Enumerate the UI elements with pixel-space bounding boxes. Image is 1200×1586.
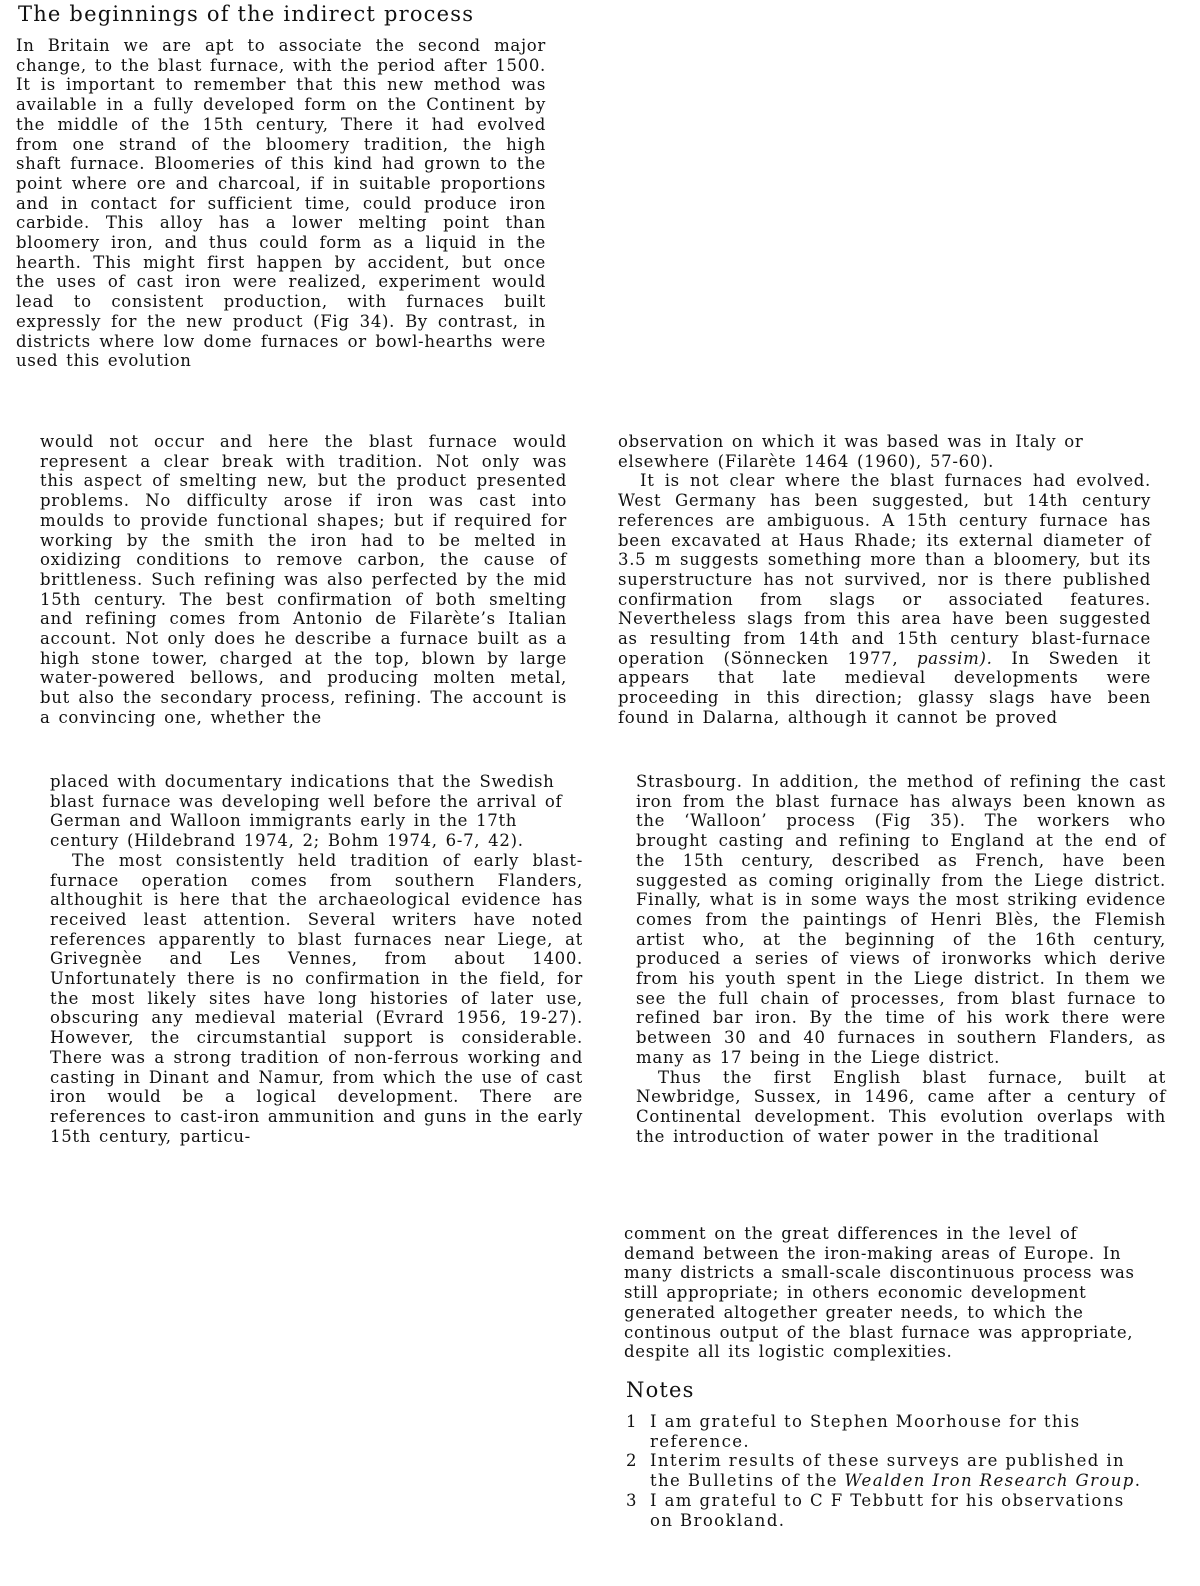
- note-text: I am grateful to C F Tebbutt for his observations on Brookland.: [650, 1490, 1125, 1530]
- note-number: 3: [626, 1490, 638, 1510]
- text-block-intro: [16, 36, 546, 371]
- paragraph-text: In Sweden it appears that late medieval developments were proceeding in this direction; glassy slags have been found in Dalarna, although it cannot be proved: [618, 648, 1151, 727]
- paragraph: The most consistently held tradition of early blast-furnace operation comes from southern Flanders, althoughit is here that the archaeological evidence has received least attention. Several writers have noted references apparently to blast furnaces near Liege, at Grivegnèe and Les Vennes, from about 1400. Unfortunately there is no confirmation in the field, for the most likely sites have long histories of later use, obscuring any medieval material (Evrard 1956, 19-27). However, the circumstantial support is considerable. There was a strong tradition of non-ferrous working and casting in Dinant and Namur, from which the use of cast iron would be a logical development. There are references to cast-iron ammunition and guns in the early 15th century, particu-: [50, 850, 583, 1146]
- italic-citation: passim).: [917, 648, 993, 668]
- notes-list: [626, 1412, 1152, 1530]
- paragraph-text: It is not clear where the blast furnaces had evolved. West Germany has been suggested, but 14th century references are ambiguous. A 15th century furnace has been excavated at Haus Rhade; its external diameter of 3.5 m suggests something more than a bloomery, but its superstructure has not survived, nor is there published confirmation from slags or associated features. Nevertheless slags from this area have been suggested as resulting from 14th and 15th century blast-furnace operation (Sönnecken 1977,: [618, 471, 1151, 668]
- note-text: .: [1134, 1471, 1142, 1491]
- text-block-right-2: [618, 432, 1151, 728]
- paragraph: observation on which it was based was in Italy or elsewhere (Filarète 1464 (1960), 57-60).: [618, 432, 1084, 471]
- note-text: I am grateful to Stephen Moorhouse for this reference.: [650, 1412, 1081, 1451]
- section-title: The beginnings of the indirect process: [18, 2, 475, 26]
- note-text: Interim results of these surveys are published in the Bulletins of the: [650, 1451, 1126, 1491]
- paragraph: Thus the first English blast furnace, built at Newbridge, Sussex, in 1496, came after a century of Continental development. This evolution overlaps with the introduction of water power in the traditional: [636, 1067, 1166, 1146]
- paragraph: would not occur and here the blast furnace would represent a clear break with tradition. Not only was this aspect of smelting new, but the product presented problems. No difficulty arose if iron was cast into moulds to provide functional shapes; but if required for working by the smith the iron had to be melted in oxidizing conditions to remove carbon, the cause of brittleness. Such refining was also perfected by the mid 15th century. The best confirmation of both smelting and refining comes from Antonio de Filarète’s Italian account. Not only does he describe a furnace built as a high stone tower, charged at the top, blown by large water-powered bellows, and producing molten metal, but also the secondary process, refining. The account is a convincing one, whether the: [40, 432, 567, 727]
- note-italic-title: Wealden Iron Research Group: [844, 1471, 1135, 1491]
- note-number: 1: [626, 1412, 638, 1431]
- paragraph: comment on the great differences in the level of demand between the iron-making areas of Europe. In many districts a small-scale discontinuous process was still appropriate; in others economic development generated altogether greater needs, to which the continous output of the blast furnace was appropriate, despite all its logistic complexities.: [624, 1224, 1135, 1362]
- text-block-left-2: [40, 432, 567, 728]
- text-block-left-3: [50, 772, 583, 1146]
- note-item: [626, 1491, 1152, 1530]
- note-number: 2: [626, 1451, 638, 1471]
- note-item: [626, 1412, 1152, 1451]
- notes-heading: Notes: [626, 1378, 695, 1402]
- paragraph: Strasbourg. In addition, the method of refining the cast iron from the blast furnace has always been known as the ‘Walloon’ process (Fig 35). The workers who brought casting and refining to England at the end of the 15th century, described as French, have been suggested as coming originally from the Liege district. Finally, what is in some ways the most striking evidence comes from the paintings of Henri Blès, the Flemish artist who, at the beginning of the 16th century, produced a series of views of ironworks which derive from his youth spent in the Liege district. In them we see the full chain of processes, from blast furnace to refined bar iron. By the time of his work there were between 30 and 40 furnaces in southern Flanders, as many as 17 being in the Liege district.: [636, 772, 1166, 1067]
- text-block-right-3: [636, 772, 1166, 1146]
- paragraph: placed with documentary indications that the Swedish blast furnace was developing well before the arrival of German and Walloon immigrants early in the 17th century (Hildebrand 1974, 2; Bohm 1974, 6-7, 42).: [50, 772, 563, 851]
- note-item: [626, 1451, 1152, 1490]
- paragraph: [618, 471, 1151, 727]
- text-block-conclusion: [624, 1224, 1152, 1362]
- paragraph: In Britain we are apt to associate the second major change, to the blast furnace, with the period after 1500. It is important to remember that this new method was available in a fully developed form on the Continent by the middle of the 15th century, There it had evolved from one strand of the bloomery tradition, the high shaft furnace. Bloomeries of this kind had grown to the point where ore and charcoal, if in suitable proportions and in contact for sufficient time, could produce iron carbide. This alloy has a lower melting point than bloomery iron, and thus could form as a liquid in the hearth. This might first happen by accident, but once the uses of cast iron were realized, experiment would lead to consistent production, with furnaces built expressly for the new product (Fig 34). By contrast, in districts where low dome furnaces or bowl-hearths were used this evolution: [16, 36, 546, 371]
